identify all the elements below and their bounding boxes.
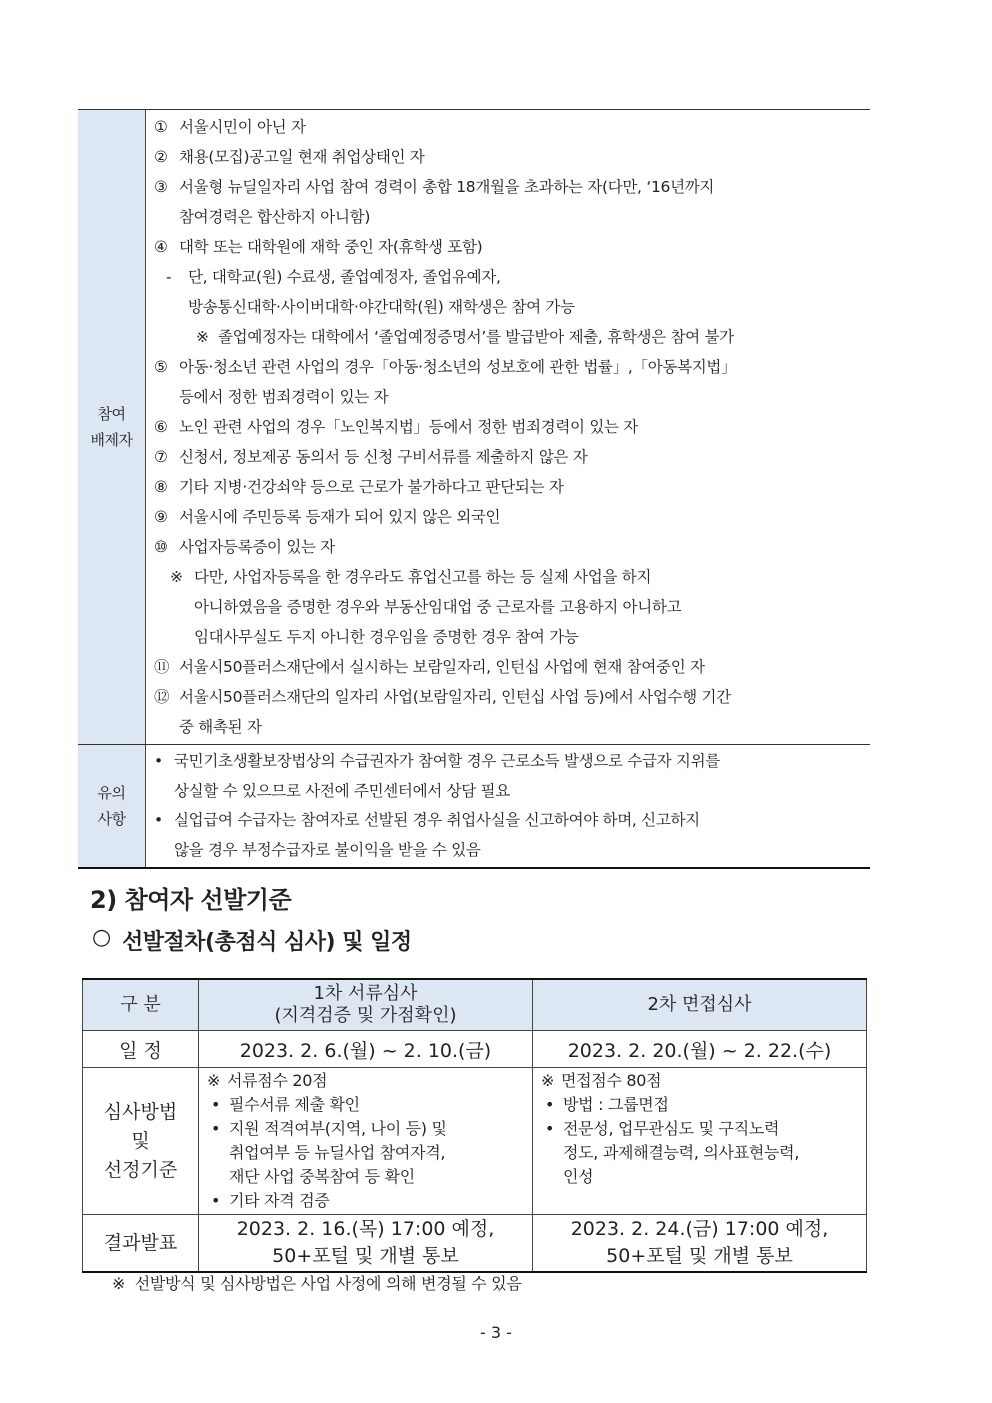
bullet-item xyxy=(154,747,864,806)
table-header-row xyxy=(83,979,867,1031)
item-text-line2: 참여경력은 합산하지 아니함) xyxy=(179,208,371,226)
exclusion-content xyxy=(146,110,871,745)
bullet-marker: • xyxy=(545,1095,555,1114)
bullet-item xyxy=(154,806,864,865)
bullet-line3: 인성 xyxy=(563,1167,594,1186)
list-item xyxy=(154,682,864,742)
bullet-line2: 취업여부 등 뉴딜사업 참여자격, xyxy=(229,1143,446,1162)
schedule-row xyxy=(83,1031,867,1068)
item-text: 서울시50플러스재단에서 실시하는 보람일자리, 인턴십 사업에 현재 참여중인 자 xyxy=(179,658,705,676)
bullet-marker: • xyxy=(211,1119,221,1138)
result-first-line1: 2023. 2. 16.(목) 17:00 예정, xyxy=(236,1218,495,1240)
bullet-marker: • xyxy=(154,752,163,770)
bullet-marker: • xyxy=(545,1119,555,1138)
item-text xyxy=(179,682,731,742)
footnote-mark: ※ xyxy=(112,1274,126,1293)
exclusion-label-line2: 배제자 xyxy=(90,431,133,449)
bullet-text: 필수서류 제출 확인 xyxy=(229,1095,360,1114)
item-number: ③ xyxy=(154,178,168,196)
item-text-line1: 서울형 뉴딜일자리 사업 참여 경력이 총합 18개월을 초과하는 자(다만, ‘16년까지 xyxy=(179,178,715,196)
score-note-text: 서류점수 20점 xyxy=(227,1071,328,1090)
list-item xyxy=(154,172,864,232)
item-number: ① xyxy=(154,118,168,136)
exclusion-label-line1: 참여 xyxy=(97,405,126,423)
page-number: - 3 - xyxy=(480,1323,512,1342)
list-item xyxy=(154,412,864,442)
item-text: 사업자등록증이 있는 자 xyxy=(179,538,335,556)
sub-item-line1: 단, 대학교(원) 수료생, 졸업예정자, 졸업유예자, xyxy=(188,268,501,286)
schedule-first-round: 2023. 2. 6.(월) ~ 2. 10.(금) xyxy=(199,1031,533,1068)
schedule-label: 일 정 xyxy=(83,1031,199,1068)
result-second-line2: 50+포털 및 개별 통보 xyxy=(606,1245,793,1267)
result-second-round xyxy=(533,1215,867,1273)
bullet-line2: 않을 경우 부정수급자로 불이익을 받을 수 있음 xyxy=(174,840,481,859)
eligibility-table xyxy=(78,109,870,869)
sub-note-line1: 다만, 사업자등록을 한 경우라도 휴업신고를 하는 등 실제 사업을 하지 xyxy=(194,568,652,586)
bullet-item xyxy=(541,1117,860,1189)
bullet-line1: 실업급여 수급자는 참여자로 선발된 경우 취업사실을 신고하여야 하며, 신고하지 xyxy=(174,811,700,829)
item-text: 신청서, 정보제공 동의서 등 신청 구비서류를 제출하지 않은 자 xyxy=(179,448,588,466)
subsection-title-text: 선발절차(총점식 심사) 및 일정 xyxy=(122,930,412,955)
sub-note-line3: 임대사무실도 두지 아니한 경우임을 증명한 경우 참여 가능 xyxy=(194,628,579,646)
note-mark: ※ xyxy=(170,568,183,586)
result-first-round xyxy=(199,1215,533,1273)
caution-label-line1: 유의 xyxy=(97,784,126,802)
caution-label xyxy=(78,745,146,869)
bullet-text xyxy=(229,1117,447,1189)
item-text: 서울시민이 아닌 자 xyxy=(179,118,306,136)
score-note xyxy=(207,1069,526,1093)
item-number: ⑦ xyxy=(154,448,168,466)
item-number: ⑥ xyxy=(154,418,168,436)
item-number: ⑫ xyxy=(154,688,170,706)
sub-note-text: 졸업예정자는 대학에서 ‘졸업예정증명서’를 발급받아 제출, 휴학생은 참여 불가 xyxy=(218,328,734,346)
result-first-line2: 50+포털 및 개별 통보 xyxy=(272,1245,459,1267)
item-number: ④ xyxy=(154,238,168,256)
method-label-line3: 선정기준 xyxy=(103,1158,178,1181)
list-item xyxy=(154,352,864,412)
item-text-line2: 중 해촉된 자 xyxy=(179,718,262,736)
list-item xyxy=(154,112,864,142)
item-text: 채용(모집)공고일 현재 취업상태인 자 xyxy=(179,148,425,166)
bullet-marker: • xyxy=(154,811,163,829)
item-number: ⑩ xyxy=(154,538,168,556)
list-item xyxy=(154,142,864,172)
list-item xyxy=(154,652,864,682)
score-note xyxy=(541,1069,860,1093)
sub-note-text xyxy=(194,562,681,652)
method-first-round xyxy=(199,1068,533,1215)
bullet-line3: 재단 사업 중복참여 등 확인 xyxy=(229,1167,415,1186)
bullet-text: 기타 자격 검증 xyxy=(229,1191,330,1210)
bullet-line1: 지원 적격여부(지역, 나이 등) 및 xyxy=(229,1119,447,1138)
item-text-line1: 아동·청소년 관련 사업의 경우「아동·청소년의 성보호에 관한 법률」,「아동복지법」 xyxy=(179,358,737,376)
dash-marker: - xyxy=(166,268,172,286)
exclusion-label xyxy=(78,110,146,745)
bullet-line2: 정도, 과제해결능력, 의사표현능력, xyxy=(563,1143,800,1162)
caution-row xyxy=(78,745,870,869)
bullet-item xyxy=(541,1093,860,1117)
sub-item xyxy=(154,262,864,322)
bullet-text: 방법 : 그룹면접 xyxy=(563,1095,669,1114)
bullet-line1: 국민기초생활보장법상의 수급권자가 참여할 경우 근로소득 발생으로 수급자 지위를 xyxy=(174,752,720,770)
sub-note xyxy=(154,322,864,352)
bullet-item xyxy=(207,1093,526,1117)
result-label: 결과발표 xyxy=(83,1215,199,1273)
section-title: 2) 참여자 선발기준 xyxy=(90,886,292,914)
bullet-line1: 전문성, 업무관심도 및 구직노력 xyxy=(563,1119,780,1138)
bullet-text xyxy=(563,1117,799,1189)
item-number: ⑤ xyxy=(154,358,168,376)
schedule-second-round: 2023. 2. 20.(월) ~ 2. 22.(수) xyxy=(533,1031,867,1068)
bullet-marker: • xyxy=(211,1191,221,1210)
item-text: 서울시에 주민등록 등재가 되어 있지 않은 외국인 xyxy=(179,508,501,526)
result-second-line1: 2023. 2. 24.(금) 17:00 예정, xyxy=(570,1218,829,1240)
bullet-item xyxy=(207,1189,526,1213)
item-text: 대학 또는 대학원에 재학 중인 자(휴학생 포함) xyxy=(179,238,483,256)
sub-note-line2: 아니하였음을 증명한 경우와 부동산임대업 중 근로자를 고용하지 아니하고 xyxy=(194,598,682,616)
item-text xyxy=(179,352,736,412)
sub-note xyxy=(154,562,864,652)
bullet-item xyxy=(207,1117,526,1189)
bullet-text xyxy=(174,806,700,865)
score-note-text: 면접점수 80점 xyxy=(561,1071,662,1090)
result-row xyxy=(83,1215,867,1273)
sub-item-line2: 방송통신대학·사이버대학·야간대학(원) 재학생은 참여 가능 xyxy=(188,298,575,316)
note-mark: ※ xyxy=(207,1071,221,1090)
item-number: ② xyxy=(154,148,168,166)
header-category: 구 분 xyxy=(83,979,199,1031)
bullet-marker: • xyxy=(211,1095,221,1114)
footnote-text: 선발방식 및 심사방법은 사업 사정에 의해 변경될 수 있음 xyxy=(134,1274,522,1293)
circle-bullet-icon: ○ xyxy=(92,925,111,950)
item-number: ⑪ xyxy=(154,658,170,676)
sub-item-text xyxy=(188,262,575,322)
method-label xyxy=(83,1068,199,1215)
header-first-round xyxy=(199,979,533,1031)
header-first-round-line2: (지격검증 및 가점확인) xyxy=(274,1005,457,1026)
item-text-line2: 등에서 정한 범죄경력이 있는 자 xyxy=(179,388,389,406)
header-second-round: 2차 면접심사 xyxy=(533,979,867,1031)
caution-label-line2: 사항 xyxy=(97,810,126,828)
header-first-round-line1: 1차 서류심사 xyxy=(313,983,418,1004)
list-item xyxy=(154,232,864,262)
caution-content xyxy=(146,745,871,869)
method-label-line1: 심사방법 xyxy=(103,1100,178,1123)
subsection-title xyxy=(92,925,412,956)
bullet-text xyxy=(174,747,720,806)
list-item xyxy=(154,502,864,532)
item-text: 기타 지병·건강쇠약 등으로 근로가 불가하다고 판단되는 자 xyxy=(179,478,564,496)
list-item xyxy=(154,442,864,472)
item-number: ⑨ xyxy=(154,508,168,526)
item-number: ⑧ xyxy=(154,478,168,496)
item-text-line1: 서울시50플러스재단의 일자리 사업(보람일자리, 인턴십 사업 등)에서 사업수행 기간 xyxy=(179,688,731,706)
note-mark: ※ xyxy=(541,1071,555,1090)
method-row xyxy=(83,1068,867,1215)
list-item xyxy=(154,532,864,562)
footnote xyxy=(112,1271,522,1294)
method-label-line2: 및 xyxy=(131,1129,150,1152)
note-mark: ※ xyxy=(196,328,209,346)
exclusion-row xyxy=(78,110,870,745)
list-item xyxy=(154,472,864,502)
bullet-line2: 상실할 수 있으므로 사전에 주민센터에서 상담 필요 xyxy=(174,781,510,800)
item-text xyxy=(179,172,714,232)
selection-table xyxy=(82,978,867,1273)
method-second-round xyxy=(533,1068,867,1215)
item-text: 노인 관련 사업의 경우「노인복지법」등에서 정한 범죄경력이 있는 자 xyxy=(179,418,638,436)
